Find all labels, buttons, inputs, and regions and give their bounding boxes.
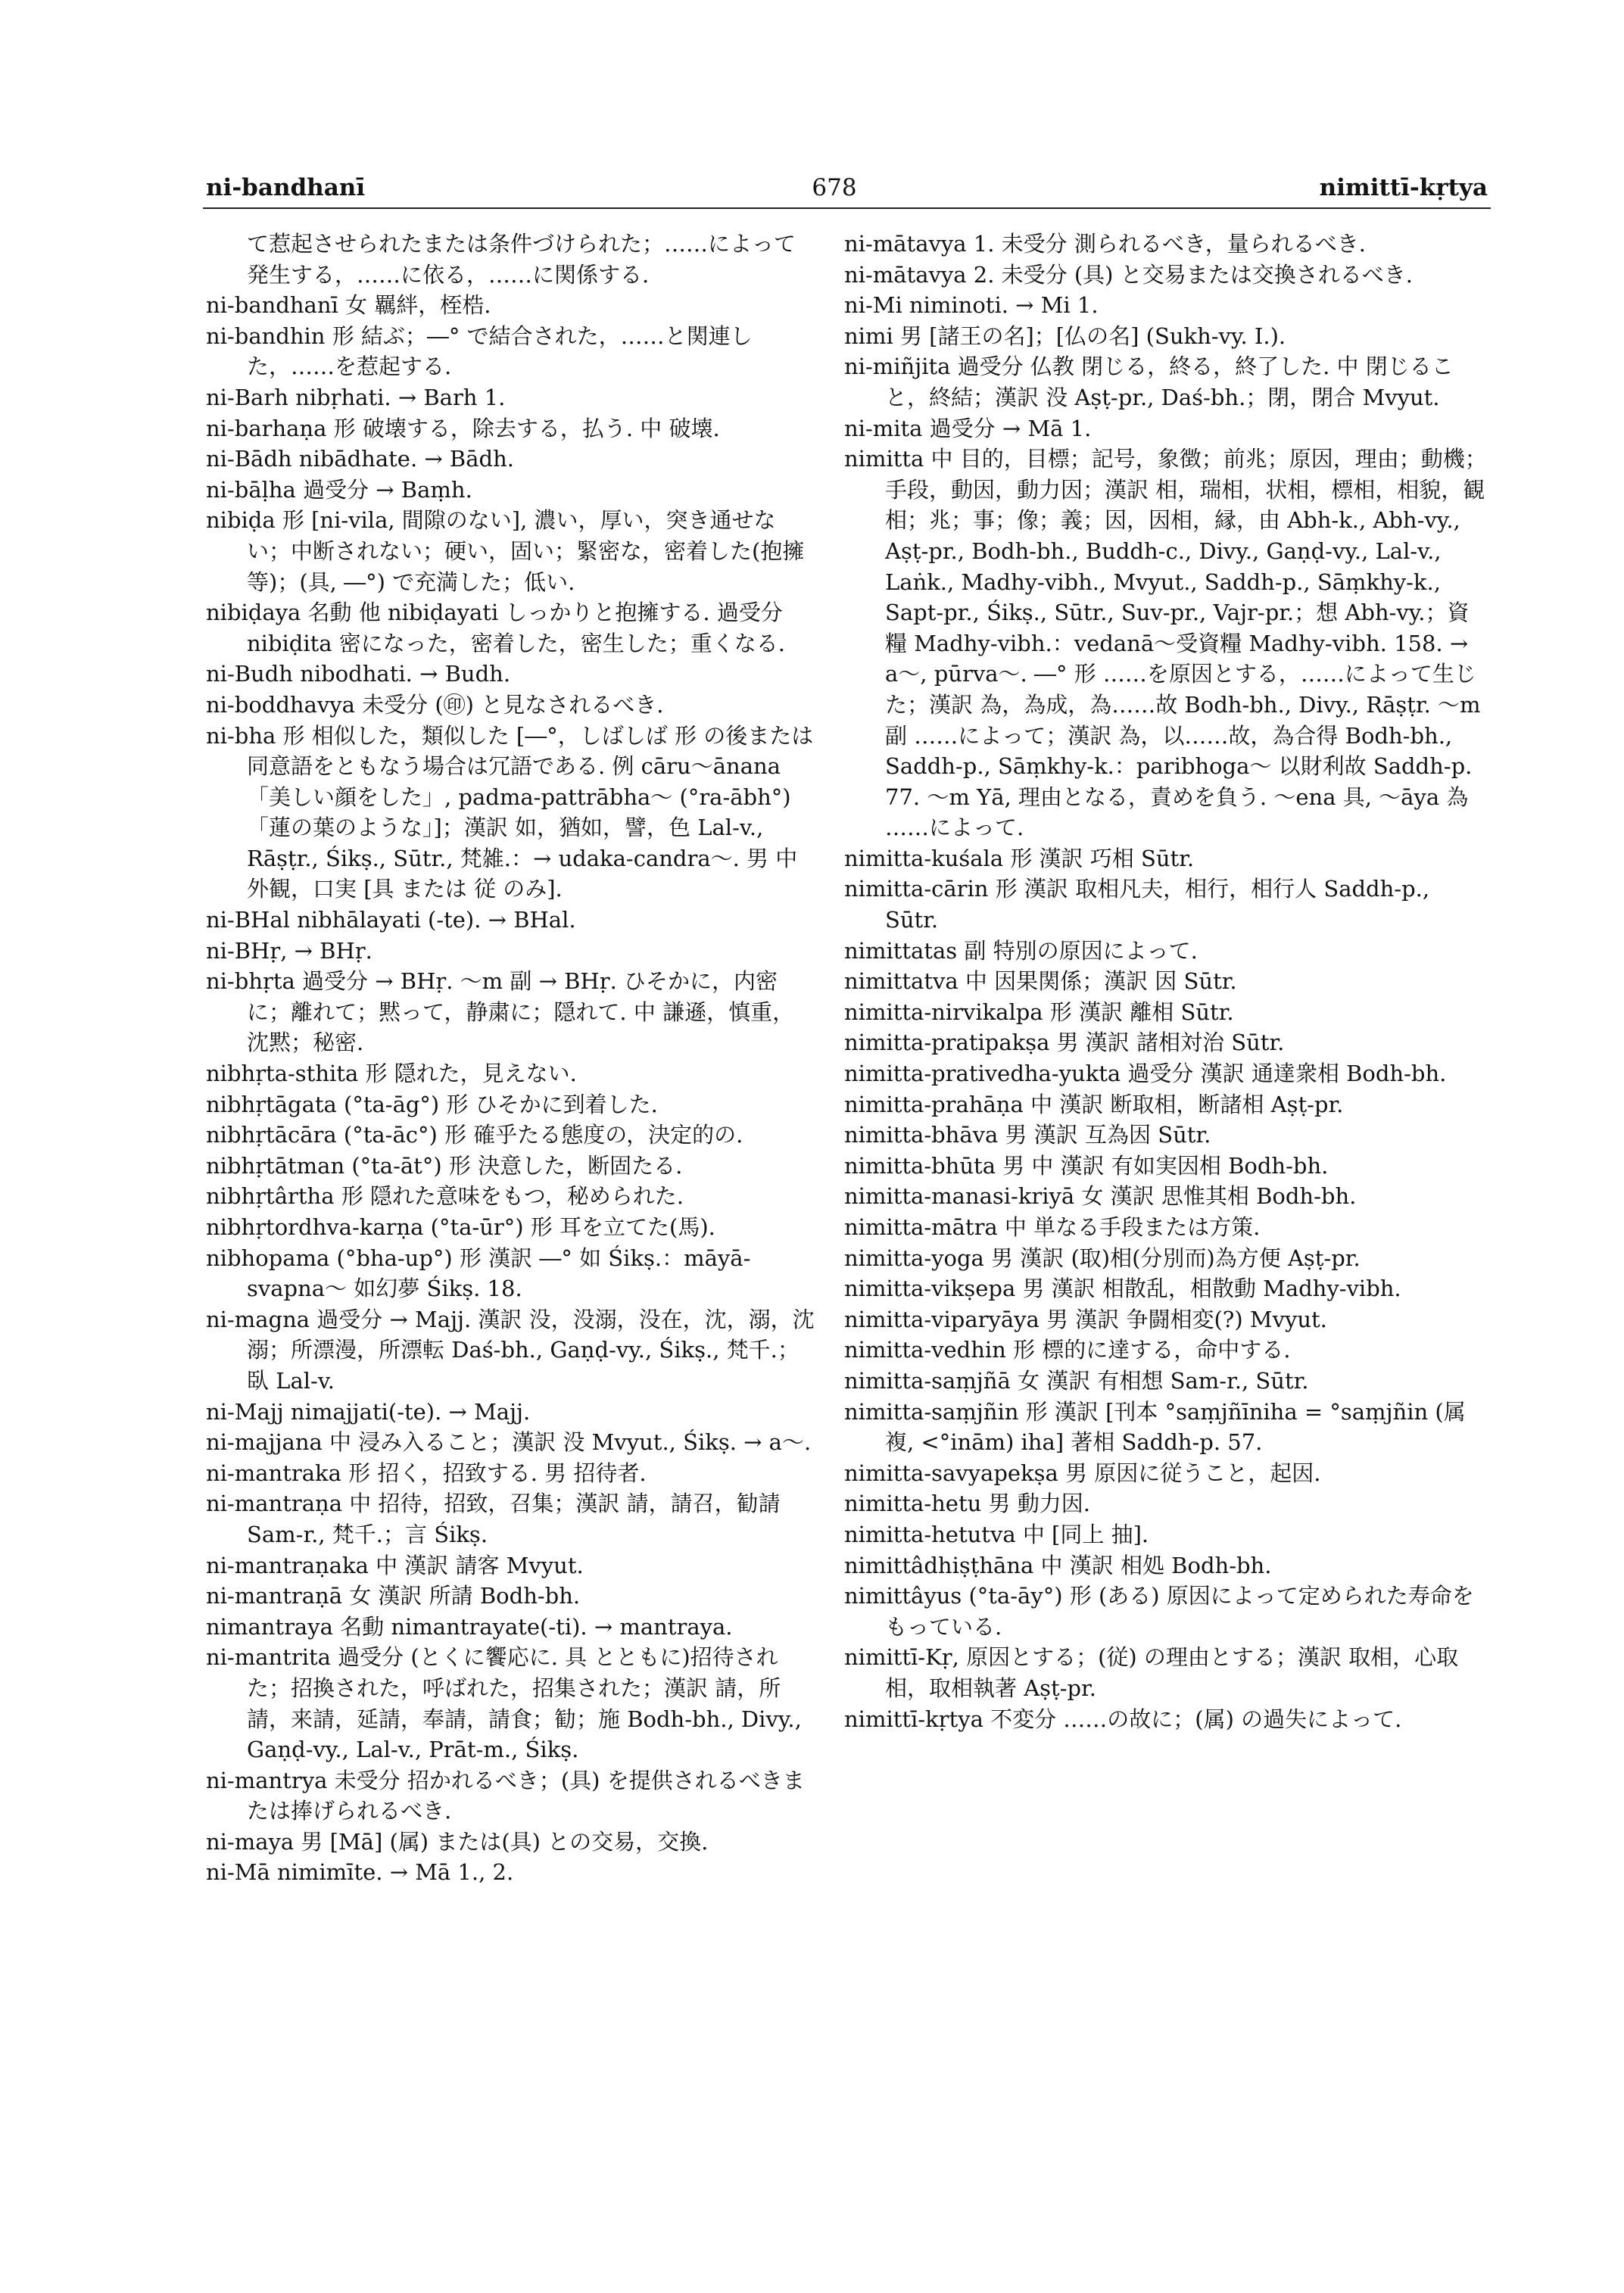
running-head-left: ni-bandhanī xyxy=(206,174,366,201)
dictionary-entry: nimitta-pratipakṣa 男 漢訳 諸相対治 Sūtr. xyxy=(844,1030,1285,1056)
dictionary-entry: ni-mantrita 過受分 (とくに饗応に. 具 とともに)招待された；招換された，呼ばれた，招集された；漢訳 請，所請，来請，延請，奉請，請食；勧；施 Bodh-bh., Divy., Gaṇḍ-vy., Lal-v., Prāt-m., Śikṣ. xyxy=(206,1644,802,1763)
dictionary-entry: nimitta-manasi-kriyā 女 漢訳 思惟其相 Bodh-bh. xyxy=(844,1183,1357,1210)
dictionary-entry: ni-bandhanī 女 羈絆，桎梏. xyxy=(206,292,491,319)
dictionary-entry: ni-Majj nimajjati(-te). → Majj. xyxy=(206,1398,531,1425)
dictionary-entry: nimitta-cārin 形 漢訳 取相凡夫，相行，相行人 Saddh-p., Sūtr. xyxy=(844,876,1430,933)
dictionary-entry: ni-boddhavya 未受分 (㊞) と見なされるべき. xyxy=(206,691,664,718)
dictionary-entry: nimantraya 名動 nimantrayate(-ti). → mantraya. xyxy=(206,1613,733,1640)
dictionary-entry: ni-Budh nibodhati. → Budh. xyxy=(206,661,511,687)
dictionary-entry: ni-bhṛta 過受分 → BHṛ. ～m 副 → BHṛ. ひそかに，内密に；離れて；黙って，静粛に；隠れて. 中 謙遜，慎重，沈黙；秘密. xyxy=(206,968,795,1056)
dictionary-entry: nibhopama (°bha-up°) 形 漢訳 ―° 如 Śikṣ.：māyā-svapna～ 如幻夢 Śikṣ. 18. xyxy=(206,1245,751,1302)
dictionary-entry: ni-Mi niminoti. → Mi 1. xyxy=(844,292,1099,319)
dictionary-entry: nimitta-bhāva 男 漢訳 互為因 Sūtr. xyxy=(844,1122,1211,1148)
dictionary-entry: nimitta-prativedha-yukta 過受分 漢訳 通達衆相 Bodh-bh. xyxy=(844,1061,1447,1087)
dictionary-entry: ni-mātavya 2. 未受分 (具) と交易または交換されるべき. xyxy=(844,261,1413,288)
running-head-right: nimittī-kṛtya xyxy=(1319,174,1488,201)
dictionary-entry: nibhṛtācāra (°ta-āc°) 形 確乎たる態度の，決定的の. xyxy=(206,1122,743,1148)
dictionary-entry: て惹起させられたまたは条件づけられた；……によって発生する，……に依る，……に関係する. xyxy=(247,231,796,288)
dictionary-entry: nimitta-yoga 男 漢訳 (取)相(分別而)為方便 Aṣṭ-pr. xyxy=(844,1245,1361,1271)
dictionary-entry: ni-mantraṇaka 中 漢訳 請客 Mvyut. xyxy=(206,1552,584,1578)
dictionary-entry: nibiḍaya 名動 他 nibiḍayati しっかりと抱擁する. 過受分 nibiḍita 密になった，密着した，密生した；重くなる. xyxy=(206,600,786,656)
dictionary-entry: nimitta-vikṣepa 男 漢訳 相散乱，相散動 Madhy-vibh. xyxy=(844,1276,1401,1302)
right-column xyxy=(844,229,1488,2273)
dictionary-entry: nimitta-saṃjñin 形 漢訳 [刊本 °saṃjñīniha = °saṃjñin (属 複, <°inām) iha] 著相 Saddh-p. 57. xyxy=(844,1398,1466,1456)
dictionary-entry: nimitta-mātra 中 単なる手段または方策. xyxy=(844,1214,1261,1240)
dictionary-entry: nibhṛta-sthita 形 隠れた，見えない. xyxy=(206,1061,577,1087)
dictionary-entry: ni-mātavya 1. 未受分 測られるべき，量られるべき. xyxy=(844,231,1366,257)
dictionary-entry: nibhṛtârtha 形 隠れた意味をもつ，秘められた. xyxy=(206,1183,684,1210)
dictionary-entry: nimittâdhiṣṭhāna 中 漢訳 相処 Bodh-bh. xyxy=(844,1552,1272,1578)
dictionary-entry: ni-bāḷha 過受分 → Baṃh. xyxy=(206,476,472,503)
dictionary-entry: nimitta-saṃjñā 女 漢訳 有相想 Sam-r., Sūtr. xyxy=(844,1367,1309,1394)
dictionary-entry: ni-miñjita 過受分 仏教 閉じる，終る，終了した. 中 閉じること，終結；漢訳 没 Aṣṭ-pr., Daś-bh.；閉，閉合 Mvyut. xyxy=(844,354,1454,410)
dictionary-entry: nimi 男 [諸王の名]；[仏の名] (Sukh-vy. I.). xyxy=(844,322,1286,349)
dictionary-entry: nimitta 中 目的，目標；記号，象徴；前兆；原因，理由；動機；手段，動因，動力因；漢訳 相，瑞相，状相，標相，相貌，観相；兆；事；像；義；因，因相，縁，由 Abh-k., Abh-vy., Aṣṭ-pr., Bodh-bh., Buddh-c., Divy., Gaṇḍ-vy., Lal-v., Laṅk., Madhy-vibh., Mvyut., Saddh-p., Sāṃkhy-k., Sapt-pr., Śikṣ., Sūtr., Suv-pr., Vajr-pr.；想 Abh-vy.；資糧 Madhy-vibh.：vedanā～受資糧 Madhy-vibh. 158. → a～, pūrva～. ―° 形 ……を原因とする，……によって生じた；漢訳 為，為成，為……故 Bodh-bh., Divy., Rāṣṭr. ～m 副 ……によって；漢訳 為，以……故，為合得 Bodh-bh., Saddh-p., Sāṃkhy-k.：paribhoga～ 以財利故 Saddh-p. 77. ～m Yā, 理由となる，責めを負う. ～ena 具, ～āya 為 ……によって. xyxy=(844,446,1487,841)
dictionary-entry: ni-Barh nibṛhati. → Barh 1. xyxy=(206,384,506,410)
dictionary-entry: ni-BHal nibhālayati (-te). → BHal. xyxy=(206,907,576,933)
dictionary-entry: nimitta-viparyāya 男 漢訳 争闘相変(?) Mvyut. xyxy=(844,1306,1327,1332)
dictionary-entry: nimittatas 副 特別の原因によって. xyxy=(844,937,1198,964)
dictionary-entry: nimitta-prahāṇa 中 漢訳 断取相，断諸相 Aṣṭ-pr. xyxy=(844,1091,1344,1117)
dictionary-entry: ni-barhaṇa 形 破壊する，除去する，払う. 中 破壊. xyxy=(206,415,720,441)
dictionary-entry: nimitta-vedhin 形 標的に達する，命中する. xyxy=(844,1337,1291,1363)
dictionary-entry: nimitta-nirvikalpa 形 漢訳 離相 Sūtr. xyxy=(844,999,1234,1025)
dictionary-entry: ni-bha 形 相似した，類似した [―°，しばしば 形 の後または 同意語をともなう場合は冗語である. 例 cāru～ānana「美しい顔をした」, padma-pattrābha～ (°ra-ābh°)「蓮の葉のような」]；漢訳 如，猶如，譬，色 Lal-v., Rāṣṭr., Śikṣ., Sūtr., 梵雑.：→ udaka-candra～. 男 中 外観，口実 [具 または 従 のみ]. xyxy=(206,722,814,902)
dictionary-entry: nibhṛtātman (°ta-āt°) 形 決意した，断固たる. xyxy=(206,1152,683,1179)
dictionary-entry: nimitta-hetutva 中 [同上 抽]. xyxy=(844,1521,1149,1547)
left-column xyxy=(206,229,815,2273)
dictionary-entry: nibhṛtordhva-karṇa (°ta-ūr°) 形 耳を立てた(馬). xyxy=(206,1214,715,1240)
dictionary-entry: nimitta-hetu 男 動力因. xyxy=(844,1491,1090,1517)
dictionary-entry: ni-mantraṇa 中 招待，招致，召集；漢訳 請，請召，勧請 Sam-r., 梵千.；言 Śikṣ. xyxy=(206,1491,781,1547)
dictionary-entry: ni-maya 男 [Mā] (属) または(具) との交易，交換. xyxy=(206,1828,709,1855)
dictionary-entry: ni-BHṛ, → BHṛ. xyxy=(206,937,372,964)
dictionary-entry: nimittī-Kṛ, 原因とする；(従) の理由とする；漢訳 取相，心取相，取相執著 Aṣṭ-pr. xyxy=(844,1644,1459,1701)
page-number: 678 xyxy=(812,174,857,201)
dictionary-entry: ni-Mā nimimīte. → Mā 1., 2. xyxy=(206,1859,514,1886)
dictionary-entry: ni-mantrya 未受分 招かれるべき；(具) を提供されるべきまたは捧げられるべき. xyxy=(206,1767,805,1824)
dictionary-entry: nimittâyus (°ta-āy°) 形 (ある) 原因によって定められた寿命をもっている. xyxy=(844,1583,1474,1640)
header-rule xyxy=(203,207,1491,209)
dictionary-entry: nimittatva 中 因果関係；漢訳 因 Sūtr. xyxy=(844,968,1237,995)
dictionary-entry: nimitta-kuśala 形 漢訳 巧相 Sūtr. xyxy=(844,845,1195,871)
dictionary-entry: nibhṛtāgata (°ta-āg°) 形 ひそかに到着した. xyxy=(206,1091,658,1117)
dictionary-entry: ni-mantraṇā 女 漢訳 所請 Bodh-bh. xyxy=(206,1583,581,1609)
dictionary-entry: nimitta-savyapekṣa 男 原因に従うこと，起因. xyxy=(844,1460,1321,1486)
dictionary-entry: nibiḍa 形 [ni-vila, 間隙のない], 濃い，厚い，突き通せない；中断されない；硬い，固い；緊密な，密着した(抱擁等)；(具, ―°) で充満した；低い. xyxy=(206,507,805,595)
dictionary-entry: nimittī-kṛtya 不変分 ……の故に；(属) の過失によって. xyxy=(844,1706,1402,1732)
dictionary-entry: nimitta-bhūta 男 中 漢訳 有如実因相 Bodh-bh. xyxy=(844,1152,1329,1179)
dictionary-entry: ni-bandhin 形 結ぶ；―° で結合された，……と関連した，……を惹起する. xyxy=(206,322,753,380)
dictionary-entry: ni-mantraka 形 招く，招致する. 男 招待者. xyxy=(206,1460,647,1486)
dictionary-entry: ni-mita 過受分 → Mā 1. xyxy=(844,415,1092,441)
dictionary-entry: ni-Bādh nibādhate. → Bādh. xyxy=(206,446,514,472)
dictionary-entry: ni-majjana 中 浸み入ること；漢訳 没 Mvyut., Śikṣ. → a～. xyxy=(206,1429,812,1456)
dictionary-entry: ni-magna 過受分 → Majj. 漢訳 没，没溺，没在，沈，溺，沈溺；所漂漫，所漂転 Daś-bh., Gaṇḍ-vy., Śikṣ., 梵千.；臥 Lal-v. xyxy=(206,1306,815,1394)
